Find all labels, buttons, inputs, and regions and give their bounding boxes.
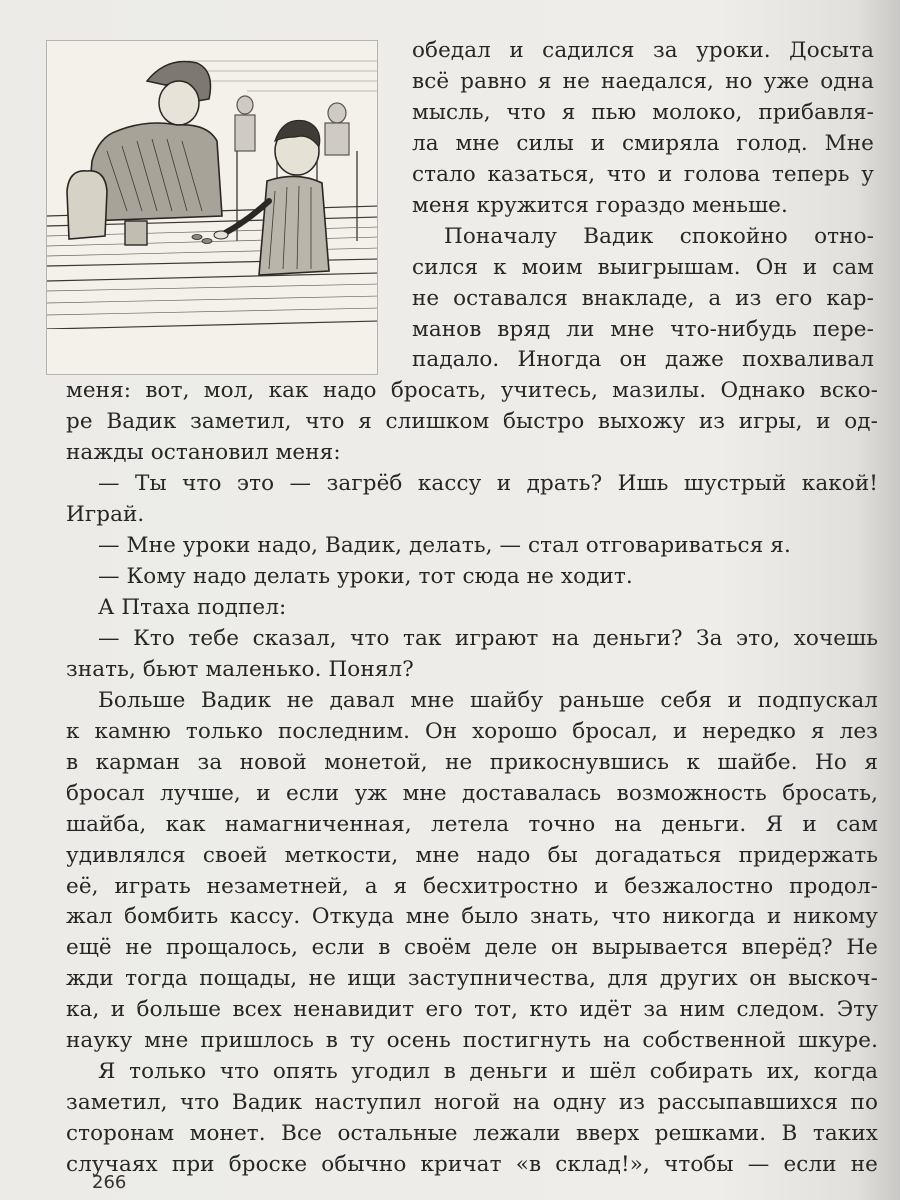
text-line: Я только что опять угодил в деньги и шёл собирать их, когда (98, 1059, 878, 1085)
text-line: бросал лучше, и если уж мне доставалась возможность бросать, (66, 780, 878, 806)
text-line: — Мне уроки надо, Вадик, делать, — стал отговариваться я. (98, 533, 791, 559)
text-line: меня кружится гораздо меньше. (412, 192, 788, 218)
text-line: меня: вот, мол, как надо бросать, учитесь, мазилы. Однако вско- (66, 378, 878, 404)
text-line: сторонам монет. Все остальные лежали вверх решками. В таких (66, 1121, 878, 1147)
woman-pouring-milk-for-boy-illustration (47, 41, 378, 329)
text-line: сился к моим выигрышам. Он и сам (412, 254, 874, 280)
text-line: — Кому надо делать уроки, тот сюда не ходит. (98, 564, 633, 590)
text-line: к камню только последним. Он хорошо бросал, и нередко я лез (66, 718, 878, 744)
text-line: ка, и больше всех ненавидит его тот, кто идёт за ним следом. Эту (66, 997, 878, 1023)
text-line: падало. Иногда он даже похваливал (412, 347, 874, 373)
text-line: стало казаться, что и голова теперь у (412, 161, 874, 187)
text-line: заметил, что Вадик наступил ногой на одну из рассыпавшихся по (66, 1090, 878, 1116)
text-line: ла мне силы и смиряла голод. Мне (412, 130, 874, 156)
text-line: не оставался внакладе, а из его кар- (412, 285, 874, 311)
text-line: её, играть незаметней, а я бесхитростно и безжалостно продол- (66, 873, 878, 899)
text-line: всё равно я не наедался, но уже одна (412, 68, 874, 94)
page-number: 266 (92, 1172, 127, 1193)
text-line: — Кто тебе сказал, что так играют на деньги? За это, хочешь (98, 625, 878, 651)
text-line: манов вряд ли мне что-нибудь пере- (412, 316, 874, 342)
text-line: обедал и садился за уроки. Досыта (412, 38, 874, 63)
text-line: науку мне пришлось в ту осень постигнуть на собственной шкуре. (66, 1028, 878, 1054)
text-line: Играй. (66, 502, 145, 528)
text-line: нажды остановил меня: (66, 440, 341, 466)
text-line: А Птаха подпел: (98, 595, 287, 620)
text-line: шайба, как намагниченная, летела точно на деньги. Я и сам (66, 811, 878, 837)
text-line: жди тогда пощады, не ищи заступничества, для других он выскоч- (66, 966, 878, 992)
text-line: ре Вадик заметил, что я слишком быстро выхожу из игры, и од- (66, 409, 878, 435)
text-line: случаях при броске обычно кричат «в склад!», чтобы — если не (66, 1152, 878, 1177)
text-line: знать, бьют маленько. Понял? (66, 656, 414, 682)
text-line: Больше Вадик не давал мне шайбу раньше себя и подпускал (98, 687, 878, 713)
text-line: — Ты что это — загрёб кассу и драть? Ишь шустрый какой! (98, 471, 878, 497)
text-line: ещё не прощалось, если в своём деле он вырывается вперёд? Не (66, 935, 878, 961)
text-line: мысль, что я пью молоко, прибавля- (412, 99, 874, 125)
text-line: Поначалу Вадик спокойно отно- (444, 223, 874, 249)
text-line: в карман за новой монетой, не прикоснувшись к шайбе. Но я (66, 749, 878, 775)
illustration (46, 40, 378, 375)
text-line: удивлялся своей меткости, мне надо бы догадаться придержать (66, 842, 878, 868)
text-line: жал бомбить кассу. Откуда мне было знать, что никогда и никому (66, 904, 878, 930)
